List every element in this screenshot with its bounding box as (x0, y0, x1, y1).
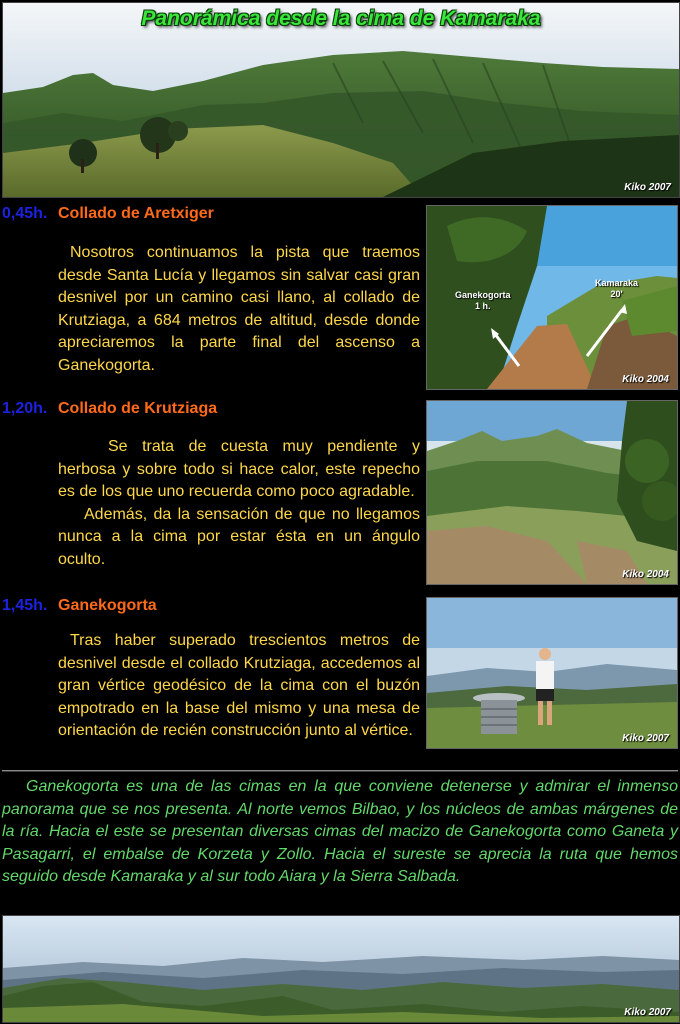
section-time: 1,20h. (2, 400, 48, 417)
top-panorama-photo (2, 2, 680, 198)
photo-credit: Kiko 2007 (624, 1007, 671, 1018)
photo-credit: Kiko 2007 (624, 182, 671, 193)
horizontal-divider (2, 770, 678, 772)
section-body (58, 436, 420, 571)
section-paragraph: Además, da la sensación de que no llegamos nunca a la cima por estar ésta en un ángulo oculto. (58, 505, 420, 568)
summary-text: Ganekogorta es una de las cimas en la que conviene detenerse y admirar el inmenso panorama que se nos presenta. Al norte vemos Bilbao, y los núcleos de ambas márgenes de la ría. Hacia el este se presentan diversas cimas del macizo de Ganekogorta como Ganeta y Pasagarri, el embalse de Korzeta y Zollo. Hacia el sureste se aprecia la ruta que hemos seguido desde Kamaraka y al sur todo Aiara y la Sierra Salbada. (2, 778, 678, 885)
section-body (58, 630, 420, 743)
section-body (58, 242, 420, 377)
mountain-panorama-illustration (3, 3, 679, 197)
section-paragraph: Tras haber superado trescientos metros de desnivel desde el collado Krutziaga, accedemos al gran vértice geodésico de la cima con el buzón empotrado en la base del mismo y una mesa de orientación de recién construcción junto al vértice. (58, 632, 420, 739)
summary-paragraph (2, 776, 678, 889)
sign-label-left (455, 290, 511, 312)
sign-left-name: Ganekogorta (455, 290, 511, 300)
section-time: 1,45h. (2, 597, 48, 614)
section-heading: Collado de Aretxiger (58, 205, 214, 222)
sign-right-name: Kamaraka (595, 278, 639, 288)
sign-left-time: 1 h. (475, 301, 491, 311)
section-photo-summit (426, 597, 678, 749)
section-paragraph: Nosotros continuamos la pista que traemos desde Santa Lucía y llegamos sin salvar casi gran desnivel por un camino casi llano, al collado de Krutziaga, a 684 metros de altitud, desde donde apreciaremos la parte final del ascenso a Ganekogorta. (58, 244, 420, 374)
sign-right-time: 20' (610, 289, 623, 299)
sign-label-right (595, 278, 638, 300)
photo-credit: Kiko 2004 (622, 569, 669, 580)
section-time: 0,45h. (2, 205, 48, 222)
page-title: Panorámica desde la cima de Kamaraka (141, 7, 541, 30)
section-paragraph: Se trata de cuesta muy pendiente y herbosa y sobre todo si hace calor, este repecho es de los que uno recuerda como poco agradable. (58, 438, 420, 500)
summit-photo-illustration (427, 598, 677, 748)
valley-panorama-illustration (3, 916, 679, 1022)
bottom-panorama-photo (2, 915, 680, 1023)
section-heading: Ganekogorta (58, 597, 157, 614)
ascent-photo-illustration (427, 401, 677, 584)
section-photo-ascent (426, 400, 678, 585)
photo-credit: Kiko 2004 (622, 374, 669, 385)
section-heading: Collado de Krutziaga (58, 400, 218, 417)
photo-credit: Kiko 2007 (622, 733, 669, 744)
section-photo-trail-signs (426, 205, 678, 390)
